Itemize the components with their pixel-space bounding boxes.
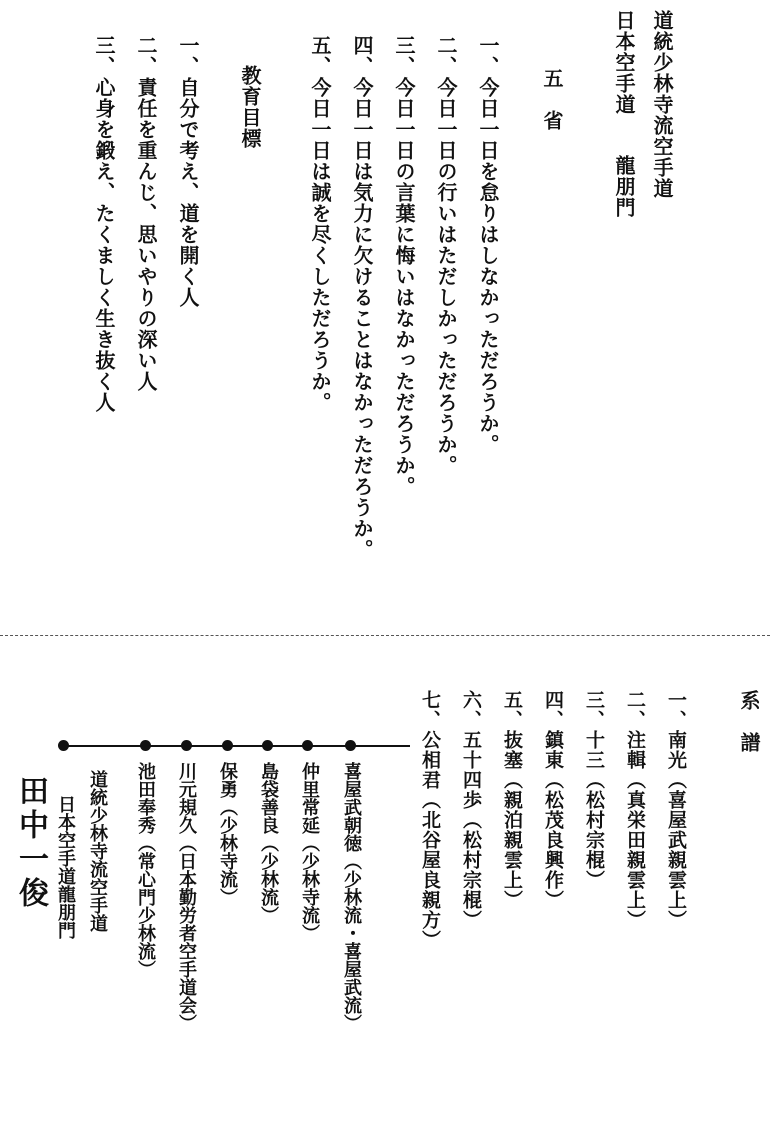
gosei-item-5: 五、今日一日は誠を尽くしただろうか。 bbox=[308, 35, 332, 413]
lineage-dot bbox=[345, 740, 356, 751]
tree-master-2: 仲里常延（少林寺流） bbox=[299, 762, 320, 942]
gosei-title: 五 省 bbox=[540, 68, 564, 131]
gosei-item-3: 三、今日一日の言葉に悔いはなかっただろうか。 bbox=[392, 35, 416, 497]
lineage-item-6: 六、五十四歩（松村宗棍） bbox=[460, 690, 482, 930]
lineage-dot bbox=[302, 740, 313, 751]
lineage-dot bbox=[58, 740, 69, 751]
education-item-1: 一、自分で考え、道を開く人 bbox=[176, 35, 200, 308]
signature-name: 田中一俊 bbox=[13, 775, 48, 911]
lineage-line bbox=[62, 745, 410, 747]
tree-master-5: 川元規久（日本勤労者空手道会） bbox=[176, 762, 197, 1032]
lineage-item-3: 三、十三（松村宗棍） bbox=[583, 690, 605, 890]
lineage-title: 系 譜 bbox=[737, 690, 761, 753]
school-name: 道統少林寺流空手道 bbox=[650, 10, 674, 199]
gosei-item-4: 四、今日一日は気力に欠けることはなかっただろうか。 bbox=[350, 35, 374, 560]
gosei-item-2: 二、今日一日の行いはただしかっただろうか。 bbox=[434, 35, 458, 476]
tree-master-3: 島袋善良（少林流） bbox=[258, 762, 279, 924]
lineage-item-7: 七、公相君（北谷屋良親方） bbox=[419, 690, 441, 950]
org-name: 日本空手道 bbox=[612, 10, 636, 115]
education-title: 教育目標 bbox=[238, 65, 262, 149]
lineage-item-2: 二、注輯（真栄田親雲上） bbox=[624, 690, 646, 930]
lineage-item-5: 五、抜塞（親泊親雲上） bbox=[501, 690, 523, 910]
education-item-2: 二、責任を重んじ、思いやりの深い人 bbox=[134, 35, 158, 392]
gosei-item-1: 一、今日一日を怠りはしなかっただろうか。 bbox=[476, 35, 500, 455]
lineage-dot bbox=[140, 740, 151, 751]
tree-master-4: 保勇（少林寺流） bbox=[217, 762, 238, 906]
lineage-item-4: 四、鎮東（松茂良興作） bbox=[542, 690, 564, 910]
dojo-name: 龍朋門 bbox=[612, 155, 636, 218]
signature-school: 道統少林寺流空手道 bbox=[87, 770, 108, 932]
tree-master-1: 喜屋武朝徳（少林流・喜屋武流） bbox=[341, 762, 362, 1032]
section-divider bbox=[0, 635, 770, 636]
tree-master-6: 池田奉秀（常心門少林流） bbox=[135, 762, 156, 978]
lineage-item-1: 一、南光（喜屋武親雲上） bbox=[665, 690, 687, 930]
education-item-3: 三、心身を鍛え、たくましく生き抜く人 bbox=[92, 35, 116, 413]
lineage-dot bbox=[222, 740, 233, 751]
signature-org: 日本空手道龍朋門 bbox=[55, 795, 76, 939]
lineage-dot bbox=[262, 740, 273, 751]
lineage-dot bbox=[181, 740, 192, 751]
